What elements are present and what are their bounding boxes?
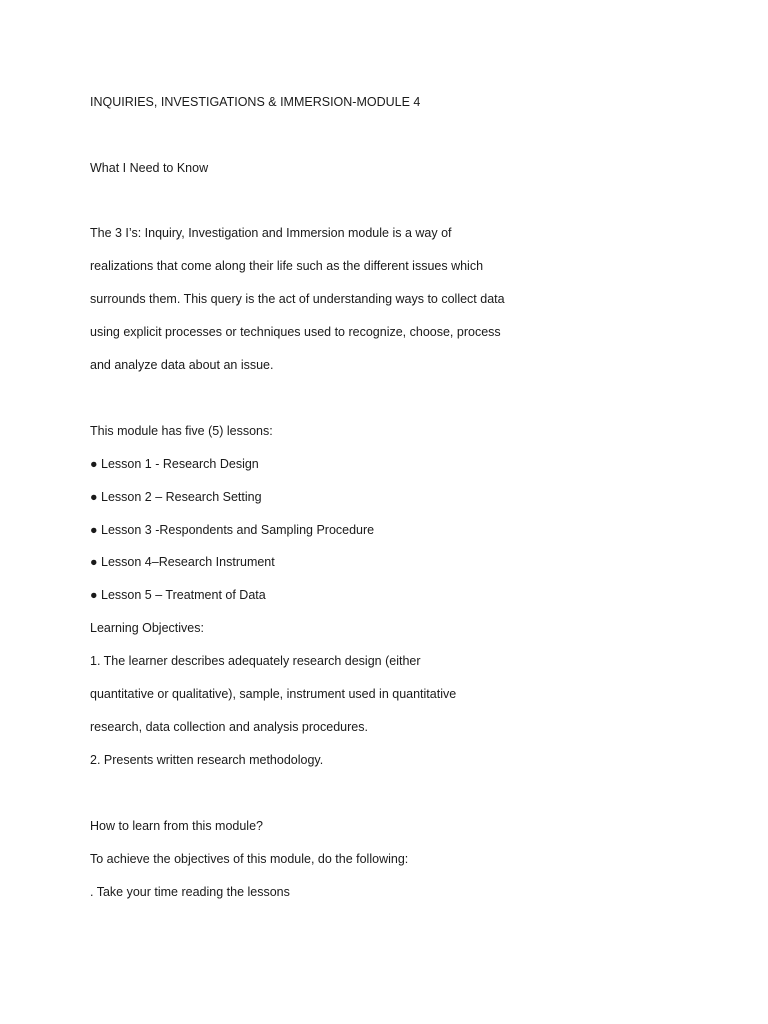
lesson-item: ● Lesson 4–Research Instrument (90, 555, 275, 569)
section-heading: What I Need to Know (90, 161, 209, 175)
intro-line: The 3 I’s: Inquiry, Investigation and Immersion module is a way of (90, 226, 452, 240)
document-title: INQUIRIES, INVESTIGATIONS & IMMERSION-MODULE 4 (90, 95, 421, 109)
lesson-item: ● Lesson 3 -Respondents and Sampling Procedure (90, 523, 375, 537)
howto-step: . Take your time reading the lessons (90, 885, 290, 899)
lesson-item: ● Lesson 1 - Research Design (90, 457, 259, 471)
lessons-intro: This module has five (5) lessons: (90, 424, 273, 438)
objectives-heading: Learning Objectives: (90, 621, 204, 635)
intro-line: surrounds them. This query is the act of understanding ways to collect data (90, 292, 505, 306)
objective-line: research, data collection and analysis procedures. (90, 720, 368, 734)
objective-line: quantitative or qualitative), sample, instrument used in quantitative (90, 687, 457, 701)
objective-line: 1. The learner describes adequately research design (either (90, 654, 421, 668)
objective-line: 2. Presents written research methodology. (90, 753, 324, 767)
intro-line: realizations that come along their life such as the different issues which (90, 259, 484, 273)
howto-intro: To achieve the objectives of this module, do the following: (90, 852, 409, 866)
intro-line: using explicit processes or techniques used to recognize, choose, process (90, 325, 501, 339)
lesson-item: ● Lesson 5 – Treatment of Data (90, 588, 266, 602)
howto-heading: How to learn from this module? (90, 819, 263, 833)
lesson-item: ● Lesson 2 – Research Setting (90, 490, 262, 504)
intro-line: and analyze data about an issue. (90, 358, 274, 372)
